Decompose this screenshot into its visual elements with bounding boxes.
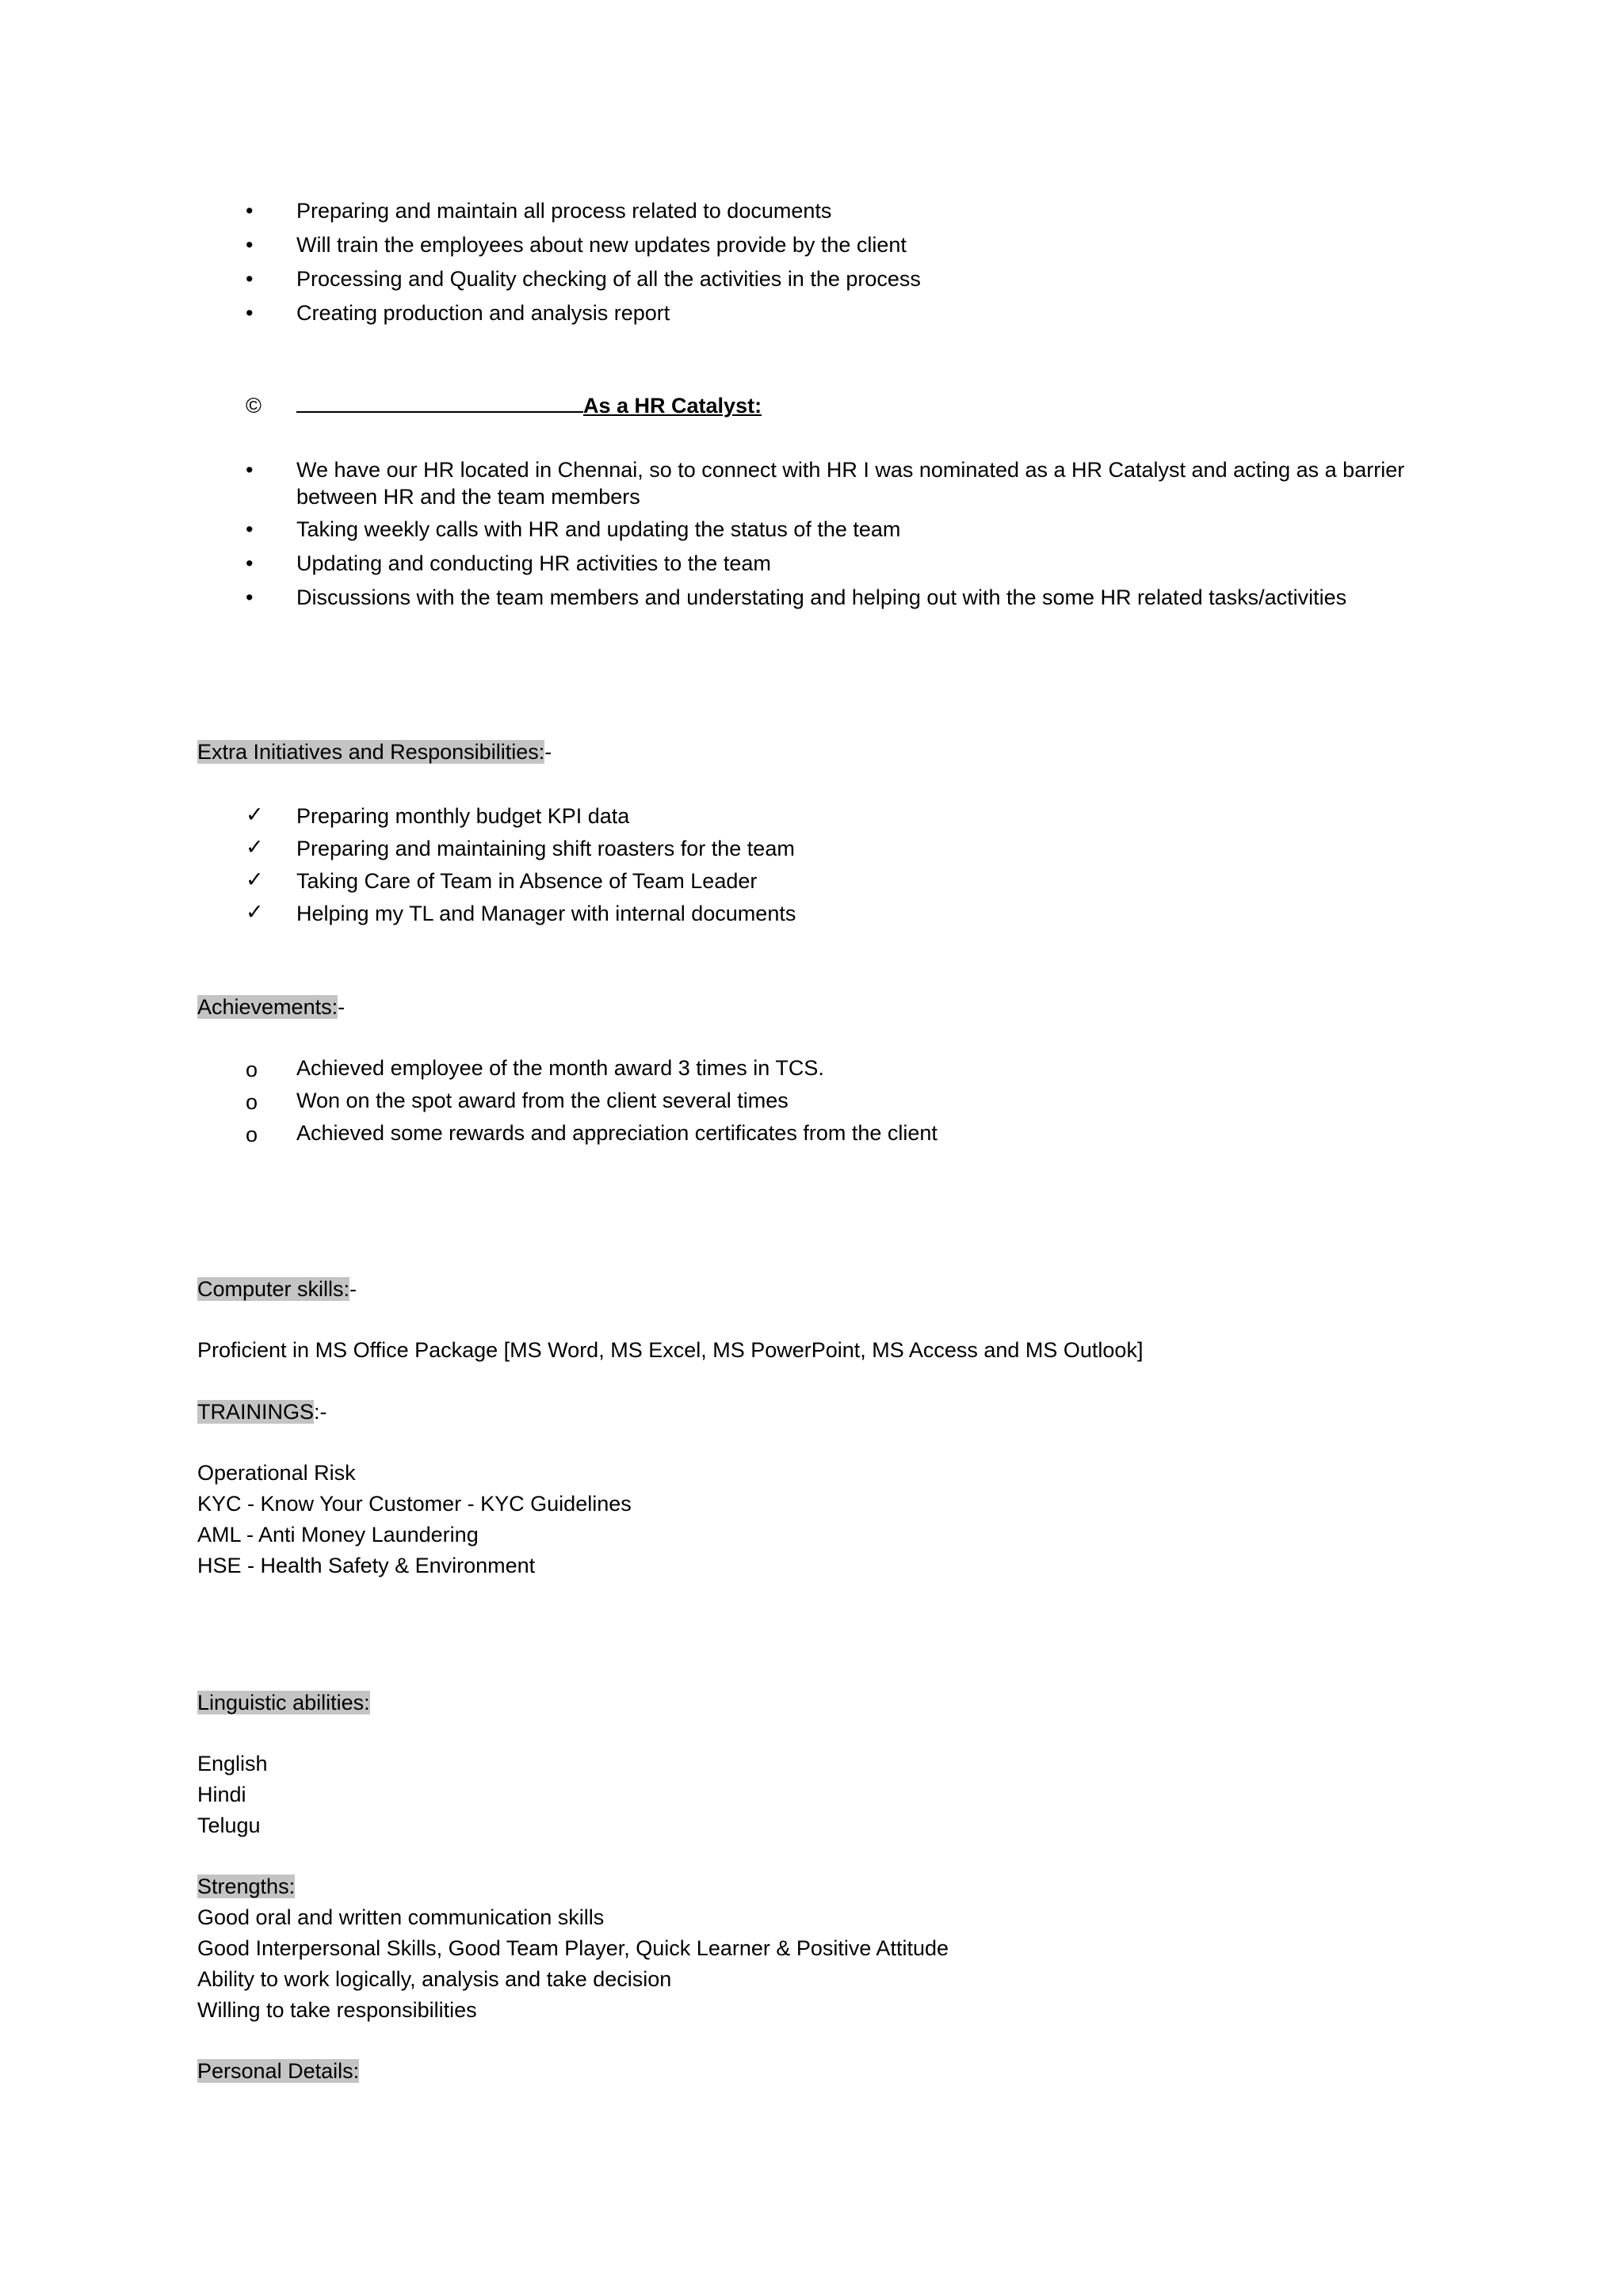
list-item: Willing to take responsibilities (197, 1998, 477, 2022)
extra-initiatives-heading (197, 740, 552, 765)
bullet-dot: • (246, 301, 254, 325)
list-item: Preparing and maintaining shift roasters for the team (296, 837, 795, 860)
section-heading-text: TRAININGS (197, 1400, 315, 1424)
list-item: Taking weekly calls with HR and updating the status of the team (296, 517, 901, 541)
linguistic-heading (197, 1691, 370, 1716)
check-icon: ✓ (246, 803, 264, 826)
list-item: Helping my TL and Manager with internal documents (296, 902, 796, 925)
list-item: Operational Risk (197, 1461, 356, 1485)
list-item: Won on the spot award from the client several times (296, 1089, 789, 1112)
hr-catalyst-heading (296, 394, 762, 419)
section-heading-text: Strengths: (197, 1875, 296, 1898)
strengths-heading (197, 1875, 295, 1900)
list-item: HSE - Health Safety & Environment (197, 1554, 536, 1577)
list-item: Preparing monthly budget KPI data (296, 804, 630, 828)
list-item: English (197, 1752, 268, 1775)
list-item: Achieved some rewards and appreciation certificates from the client (296, 1121, 938, 1145)
heading-suffix: :- (314, 1400, 327, 1424)
list-item: Preparing and maintain all process related to documents (296, 199, 832, 223)
personal-details-heading (197, 2059, 359, 2084)
list-item: Achieved employee of the month award 3 times in TCS. (296, 1056, 824, 1080)
heading-suffix: - (349, 1277, 357, 1301)
heading-suffix: - (338, 995, 346, 1019)
list-item: Good Interpersonal Skills, Good Team Player, Quick Learner & Positive Attitude (197, 1936, 949, 1960)
check-icon: ✓ (246, 835, 264, 859)
list-item: Creating production and analysis report (296, 301, 670, 325)
section-heading-text: Personal Details: (197, 2059, 360, 2083)
list-item: Discussions with the team members and understating and helping out with the some HR related tasks/activities (296, 585, 1347, 609)
list-item: Ability to work logically, analysis and take decision (197, 1967, 672, 1991)
check-icon: ✓ (246, 900, 264, 924)
list-item: Processing and Quality checking of all the activities in the process (296, 267, 921, 291)
achievements-heading (197, 995, 345, 1020)
bullet-dot: • (246, 233, 254, 257)
section-heading-text: Linguistic abilities: (197, 1691, 370, 1714)
section-heading-text: Computer skills: (197, 1277, 350, 1301)
copyright-symbol: © (246, 394, 262, 418)
list-item: We have our HR located in Chennai, so to connect with HR I was nominated as a HR Catalyst and acting as a barrier (296, 458, 1405, 482)
computer-skills-text: Proficient in MS Office Package [MS Word, MS Excel, MS PowerPoint, MS Access and MS Outlook] (197, 1338, 1144, 1362)
circle-bullet-icon: o (246, 1090, 258, 1114)
section-heading-text: Extra Initiatives and Responsibilities: (197, 740, 545, 764)
heading-underline-rule (296, 394, 583, 413)
bullet-dot: • (246, 585, 254, 609)
circle-bullet-icon: o (246, 1058, 258, 1081)
bullet-dot: • (246, 458, 254, 482)
section-heading-text: Achievements: (197, 995, 338, 1019)
computer-skills-heading (197, 1277, 357, 1302)
check-icon: ✓ (246, 868, 264, 891)
list-item: Taking Care of Team in Absence of Team Leader (296, 869, 758, 893)
list-item: Will train the employees about new updates provide by the client (296, 233, 907, 257)
bullet-dot: • (246, 551, 254, 575)
bullet-dot: • (246, 267, 254, 291)
list-item: Hindi (197, 1783, 246, 1806)
list-item: Good oral and written communication skills (197, 1905, 605, 1929)
bullet-dot: • (246, 517, 254, 541)
list-item: Telugu (197, 1814, 261, 1837)
list-item: Updating and conducting HR activities to the team (296, 551, 771, 575)
hr-catalyst-title: As a HR Catalyst: (583, 394, 762, 418)
trainings-heading (197, 1400, 327, 1425)
heading-suffix: - (544, 740, 552, 764)
list-item: KYC - Know Your Customer - KYC Guidelines (197, 1492, 632, 1516)
list-item: AML - Anti Money Laundering (197, 1523, 479, 1547)
list-item-continuation: between HR and the team members (296, 485, 640, 509)
circle-bullet-icon: o (246, 1123, 258, 1146)
bullet-dot: • (246, 199, 254, 223)
